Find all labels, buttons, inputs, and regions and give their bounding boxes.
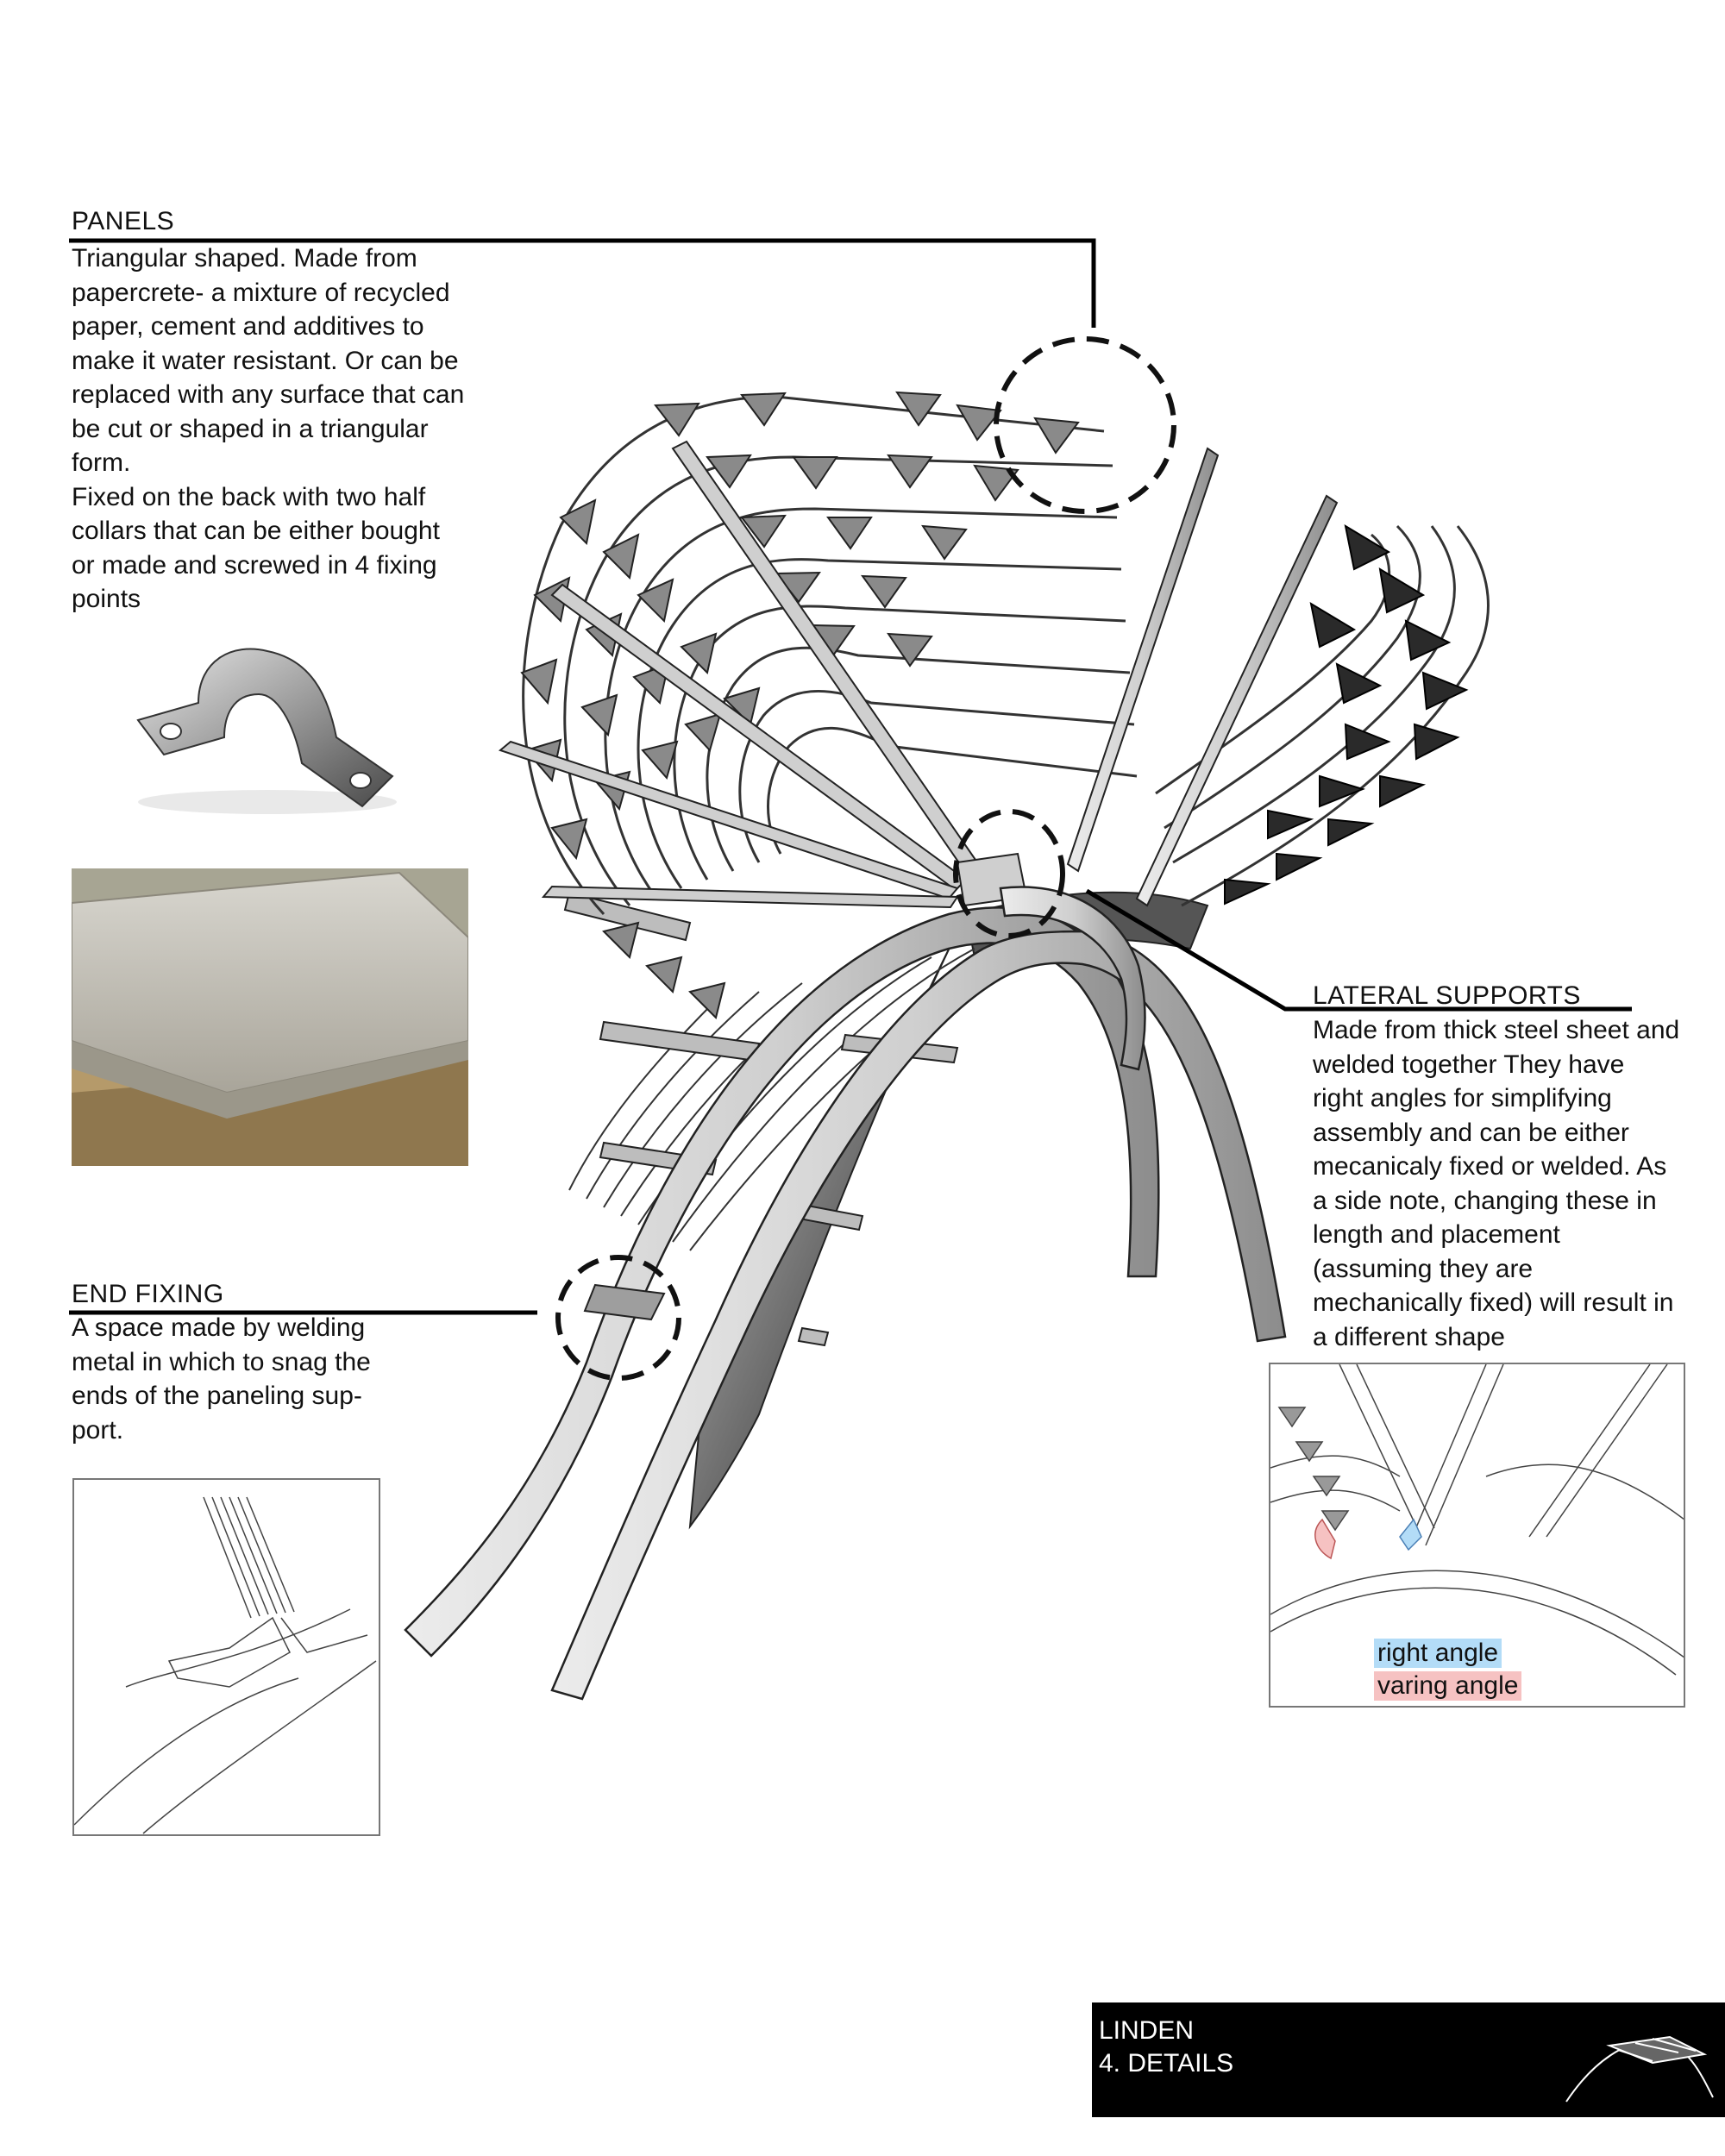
legend-right-angle: right angle — [1374, 1639, 1502, 1668]
pipe-clamp-photo — [129, 634, 405, 819]
panels-heading: PANELS — [72, 207, 175, 235]
lateral-supports-detail-drawing — [1269, 1363, 1685, 1708]
end-fixing-linework-icon — [74, 1480, 380, 1836]
sheet-title: 4. DETAILS — [1099, 2049, 1234, 2078]
end-fixing-plate — [585, 1285, 664, 1319]
end-fixing-detail-drawing — [72, 1478, 380, 1836]
front-arches — [405, 887, 1285, 1699]
right-wing — [1156, 526, 1488, 906]
legend-varing-angle: varing angle — [1374, 1671, 1521, 1701]
pavilion-logo-icon — [1558, 2020, 1722, 2106]
project-name: LINDEN — [1099, 2016, 1195, 2045]
title-block — [1092, 2002, 1725, 2117]
lateral-supports-description: Made from thick steel sheet and welded together They have right angles for simplifying assembly and can be either mecanicaly fixed or welded. As a side note, changing these in length and placement (assuming they are mechanically fixed) will result in a different shape — [1313, 1016, 1680, 1351]
papercrete-slab-photo — [72, 868, 468, 1166]
end-fixing-description: A space made by welding metal in which to snag the ends of the paneling sup- port. — [72, 1313, 371, 1445]
pipe-clamp-icon — [129, 634, 405, 819]
end-fixing-heading: END FIXING — [72, 1280, 224, 1308]
lateral-supports-heading: LATERAL SUPPORTS — [1313, 981, 1581, 1010]
panels-description: Triangular shaped. Made from papercrete- a mixture of recycled paper, cement and additives to make it water resistant. Or can be replaced with any surface that can be cut or shaped in a triangular form. Fixed on the back with two half collars that can be either bought or made and screwed in 4 fixing points — [72, 244, 465, 613]
papercrete-slab-icon — [72, 868, 468, 1166]
